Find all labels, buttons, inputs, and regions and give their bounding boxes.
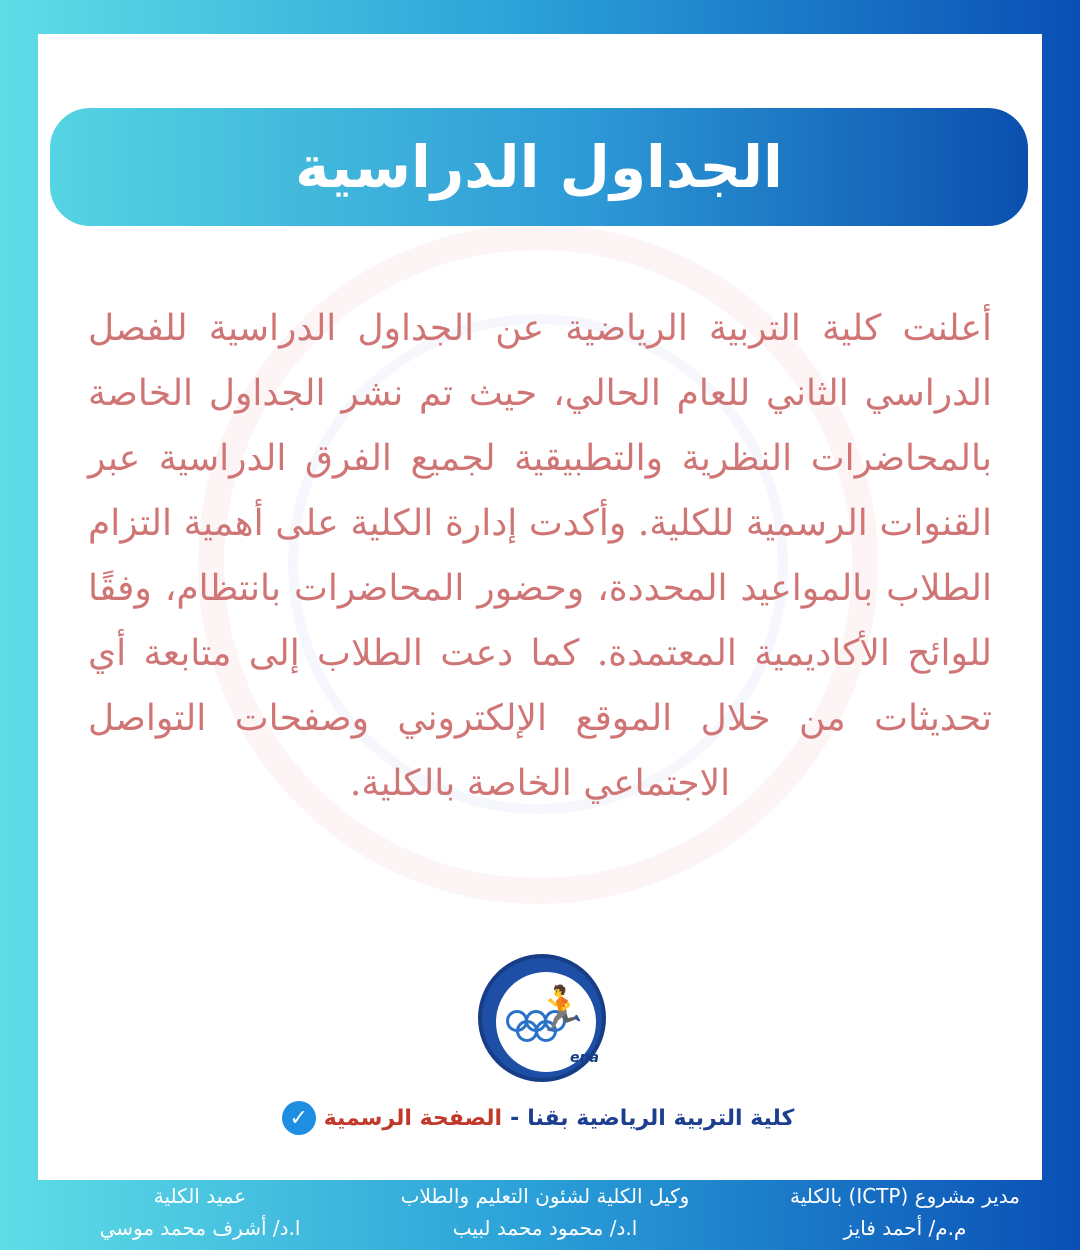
project-manager-title: مدير مشروع (ICTP) بالكلية bbox=[790, 1184, 1020, 1208]
vice-dean-name: ا.د/ محمود محمد لبيب bbox=[452, 1216, 638, 1240]
official-page-label[interactable] bbox=[258, 1098, 818, 1138]
torch-runner-icon: 🏃 bbox=[534, 984, 589, 1035]
footer-signatures bbox=[0, 1180, 1080, 1250]
vice-dean-title: وكيل الكلية لشئون التعليم والطلاب bbox=[400, 1184, 690, 1208]
project-manager-name: م.م/ أحمد فايز bbox=[843, 1216, 967, 1240]
announcement-text: أعلنت كلية التربية الرياضية عن الجداول الدراسية للفصل الدراسي الثاني للعام الحالي، حيث تم نشر الجداول الخاصة بالمحاضرات النظرية والتطبيقية لجميع الفرق الدراسية عبر القنوات الرسمية للكلية. وأكدت إدارة الكلية على أهمية التزام الطلاب بالمواعيد المحددة، وحضور المحاضرات بانتظام، وفقًا للوائح الأكاديمية المعتمدة. كما دعت الطلاب إلى متابعة أي تحديثات من خلال الموقع الإلكتروني وصفحات التواصل الاجتماعي الخاصة بالكلية. bbox=[88, 308, 992, 804]
logo-tag: ena bbox=[570, 1050, 599, 1066]
dean-title: عميد الكلية bbox=[153, 1184, 247, 1208]
college-name: كلية التربية الرياضية بقنا bbox=[527, 1105, 795, 1131]
label-separator: - bbox=[510, 1105, 520, 1131]
dean-name: ا.د/ أشرف محمد موسي bbox=[99, 1216, 301, 1240]
verified-badge-icon: ✓ bbox=[282, 1101, 316, 1135]
dean-signature bbox=[60, 1180, 340, 1244]
content-card bbox=[38, 34, 1042, 1180]
vice-dean-signature bbox=[350, 1180, 740, 1244]
project-manager-signature bbox=[760, 1180, 1050, 1244]
college-logo bbox=[478, 954, 628, 1094]
official-page-text: الصفحة الرسمية bbox=[323, 1105, 503, 1131]
title-banner bbox=[50, 108, 1028, 226]
page-title: الجداول الدراسية bbox=[295, 133, 783, 201]
